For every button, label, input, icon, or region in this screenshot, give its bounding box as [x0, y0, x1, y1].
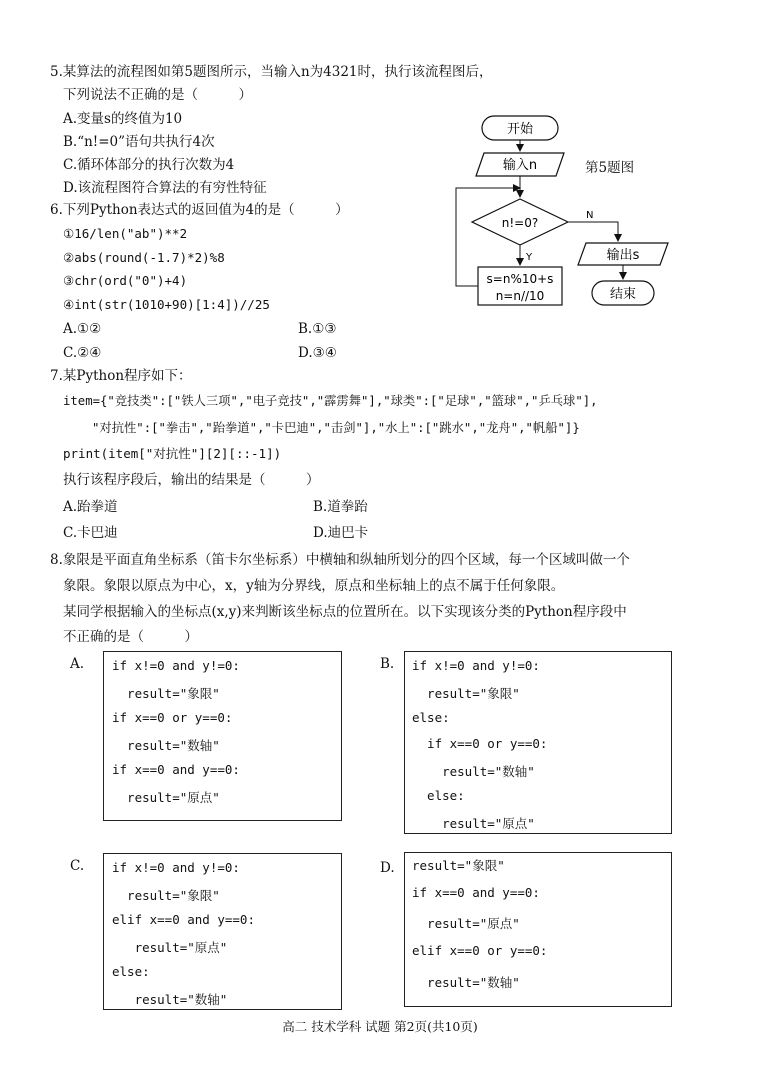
- flow-decision-text: n!=0?: [501, 216, 539, 230]
- q8-stem-line3: 某同学根据输入的坐标点(x,y)来判断该坐标点的位置所在。以下实现该分类的Python程序段中: [63, 604, 627, 620]
- flow-body-line1: s=n%10+s: [486, 272, 554, 286]
- code-line: result="数轴": [412, 764, 535, 779]
- code-line: else:: [112, 964, 150, 979]
- code-line: result="数轴": [412, 975, 520, 990]
- code-line: result="数轴": [112, 992, 228, 1007]
- code-line: result="象限": [112, 888, 220, 903]
- code-line: else:: [412, 788, 465, 803]
- q8-stem-line1: 8.象限是平面直角坐标系（笛卡尔坐标系）中横轴和纵轴所划分的四个区域，每一个区域叫做一个: [50, 552, 630, 568]
- q7-option-a: A.跆拳道: [63, 499, 118, 515]
- flowchart-diagram: [440, 110, 680, 310]
- code-line: else:: [412, 710, 450, 725]
- q8-option-a-code-box: [103, 651, 342, 821]
- q5-option-c: C.循环体部分的执行次数为4: [63, 157, 235, 173]
- q7-option-c: C.卡巴迪: [63, 525, 118, 541]
- q8-option-a-label: A.: [70, 656, 85, 672]
- q6-expr-4: ④int(str(1010+90)[1:4])//25: [63, 297, 270, 312]
- code-line: result="数轴": [112, 738, 220, 753]
- q6-expr-3: ③chr(ord("0")+4): [63, 273, 188, 288]
- flow-input-text: 输入n: [502, 158, 538, 173]
- flow-yes-label: Y: [526, 252, 533, 263]
- q8-option-c-label: C.: [70, 858, 85, 874]
- code-line: if x!=0 and y!=0:: [412, 658, 540, 673]
- code-line: if x==0 or y==0:: [412, 736, 548, 751]
- q7-code-line1: item={"竞技类":["铁人三项","电子竞技","霹雳舞"],"球类":["足球","篮球","乒乓球"],: [63, 394, 598, 408]
- code-line: result="象限": [412, 858, 505, 873]
- q6-option-c: C.②④: [63, 345, 102, 361]
- q7-option-b: B.道拳跆: [313, 499, 368, 515]
- q7-ask: 执行该程序段后，输出的结果是（ ）: [63, 472, 320, 488]
- code-line: result="象限": [112, 686, 220, 701]
- q5-option-a: A.变量s的终值为10: [63, 111, 183, 127]
- code-line: elif x==0 and y==0:: [112, 912, 255, 927]
- q7-code-line3: print(item["对抗性"][2][::-1]): [63, 446, 282, 461]
- code-line: if x==0 and y==0:: [112, 762, 240, 777]
- q7-code-line2: "对抗性":["拳击","跆拳道","卡巴迪","击剑"],"水上":["跳水","龙舟","帆船"]}: [92, 421, 580, 435]
- q6-stem: 6.下列Python表达式的返回值为4的是（ ）: [50, 202, 349, 218]
- code-line: if x!=0 and y!=0:: [112, 658, 240, 673]
- code-line: result="原点": [412, 916, 520, 931]
- flow-no-label: N: [586, 210, 594, 221]
- q5-option-d: D.该流程图符合算法的有穷性特征: [63, 180, 267, 196]
- q7-stem: 7.某Python程序如下：: [50, 368, 192, 384]
- q6-option-a: A.①②: [63, 321, 102, 337]
- q8-option-b-code-box: [404, 651, 672, 834]
- flow-body-line2: n=n//10: [495, 289, 545, 303]
- q8-option-d-code-box: [404, 852, 672, 1007]
- q6-expr-1: ①16/len("ab")**2: [63, 226, 188, 241]
- code-line: result="原点": [412, 816, 535, 831]
- q7-option-d: D.迪巴卡: [313, 525, 369, 541]
- q6-expr-2: ②abs(round(-1.7)*2)%8: [63, 250, 225, 265]
- q8-stem-line4: 不正确的是（ ）: [63, 629, 198, 645]
- code-line: if x!=0 and y!=0:: [112, 860, 240, 875]
- q5-stem-line2: 下列说法不正确的是（ ）: [63, 87, 252, 103]
- q8-stem-line2: 象限。象限以原点为中心，x，y轴为分界线，原点和坐标轴上的点不属于任何象限。: [63, 578, 565, 594]
- flow-start-text: 开始: [506, 122, 534, 137]
- code-line: elif x==0 or y==0:: [412, 943, 548, 958]
- q5-stem-line1: 5.某算法的流程图如第5题图所示，当输入n为4321时，执行该流程图后，: [50, 64, 493, 80]
- flowchart-caption: 第5题图: [585, 160, 635, 176]
- q8-option-d-label: D.: [380, 860, 395, 876]
- code-line: result="原点": [112, 790, 220, 805]
- code-line: result="象限": [412, 686, 520, 701]
- code-line: if x==0 and y==0:: [412, 885, 540, 900]
- code-line: result="原点": [112, 940, 228, 955]
- q6-option-b: B.①③: [298, 321, 337, 337]
- flow-end-text: 结束: [609, 287, 637, 302]
- q8-option-b-label: B.: [380, 656, 395, 672]
- code-line: if x==0 or y==0:: [112, 710, 233, 725]
- page-footer: 高二 技术学科 试题 第2页(共10页): [282, 1019, 478, 1034]
- q5-option-b: B.“n!=0”语句共执行4次: [63, 134, 215, 150]
- q8-option-c-code-box: [103, 853, 342, 1010]
- q6-option-d: D.③④: [298, 345, 337, 361]
- flow-output-text: 输出s: [606, 248, 640, 263]
